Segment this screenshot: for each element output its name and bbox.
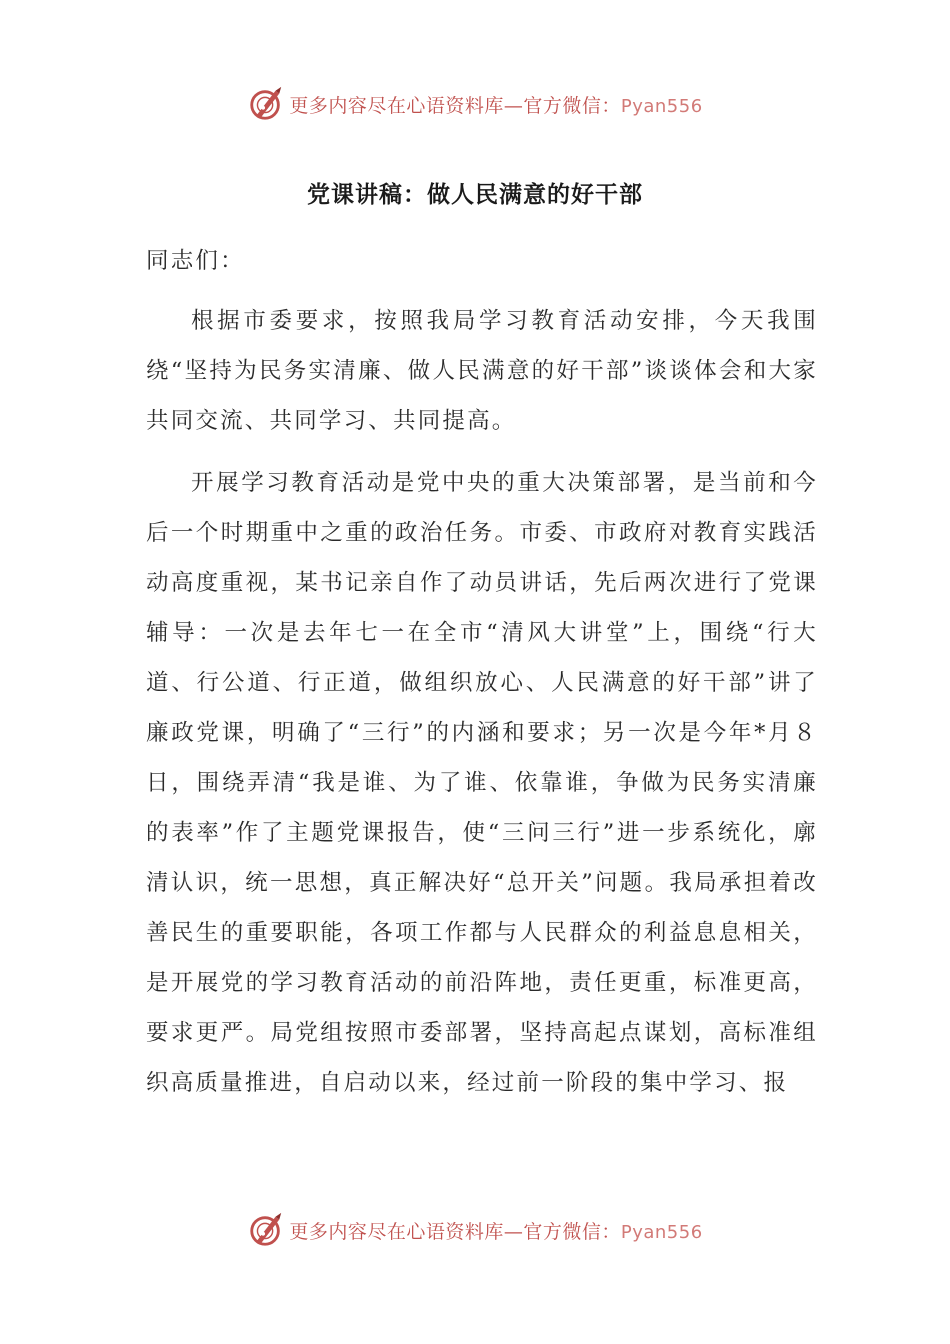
banner-separator: —: [503, 94, 524, 117]
footer-banner: [0, 1208, 950, 1252]
banner-label: 官方微信：: [523, 1220, 621, 1243]
document-body: [146, 236, 818, 1120]
salutation: 同志们：: [146, 248, 245, 274]
banner-separator: —: [503, 1220, 524, 1243]
banner-text: [289, 1217, 702, 1244]
document-title: 党课讲稿：做人民满意的好干部: [307, 181, 643, 208]
banner-text: [289, 91, 702, 118]
paragraph-2: 开展学习教育活动是党中央的重大决策部署，是当前和今后一个时期重中之重的政治任务。市委、市政府对教育实践活动高度重视，某书记亲自作了动员讲话，先后两次进行了党课辅导：一次是去年七一在全市“清风大讲堂”上，围绕“行大道、行公道、行正道，做组织放心、人民满意的好干部”讲了廉政党课，明确了“三行”的内涵和要求；另一次是今年*月８日，围绕弄清“我是谁、为了谁、依靠谁，争做为民务实清廉的表率”作了主题党课报告，使“三问三行”进一步系统化，廓清认识，统一思想，真正解决好“总开关”问题。我局承担着改善民生的重要职能，各项工作都与人民群众的利益息息相关，是开展党的学习教育活动的前沿阵地，责任更重，标准更高，要求更严。局党组按照市委部署，坚持高起点谋划，高标准组织高质量推进，自启动以来，经过前一阶段的集中学习、报: [146, 470, 818, 1096]
banner-wechat-id: Pyan556: [620, 1221, 703, 1243]
pen-nib-circle-icon: [247, 85, 285, 123]
banner-main-text: 更多内容尽在心语资料库: [289, 94, 504, 117]
header-banner: [0, 82, 950, 126]
paragraph-1: 根据市委要求，按照我局学习教育活动安排，今天我围绕“坚持为民务实清廉、做人民满意的好干部”谈谈体会和大家共同交流、共同学习、共同提高。: [146, 308, 818, 434]
pen-nib-circle-icon: [247, 1211, 285, 1249]
banner-main-text: 更多内容尽在心语资料库: [289, 1220, 504, 1243]
banner-label: 官方微信：: [523, 94, 621, 117]
banner-wechat-id: Pyan556: [620, 95, 703, 117]
